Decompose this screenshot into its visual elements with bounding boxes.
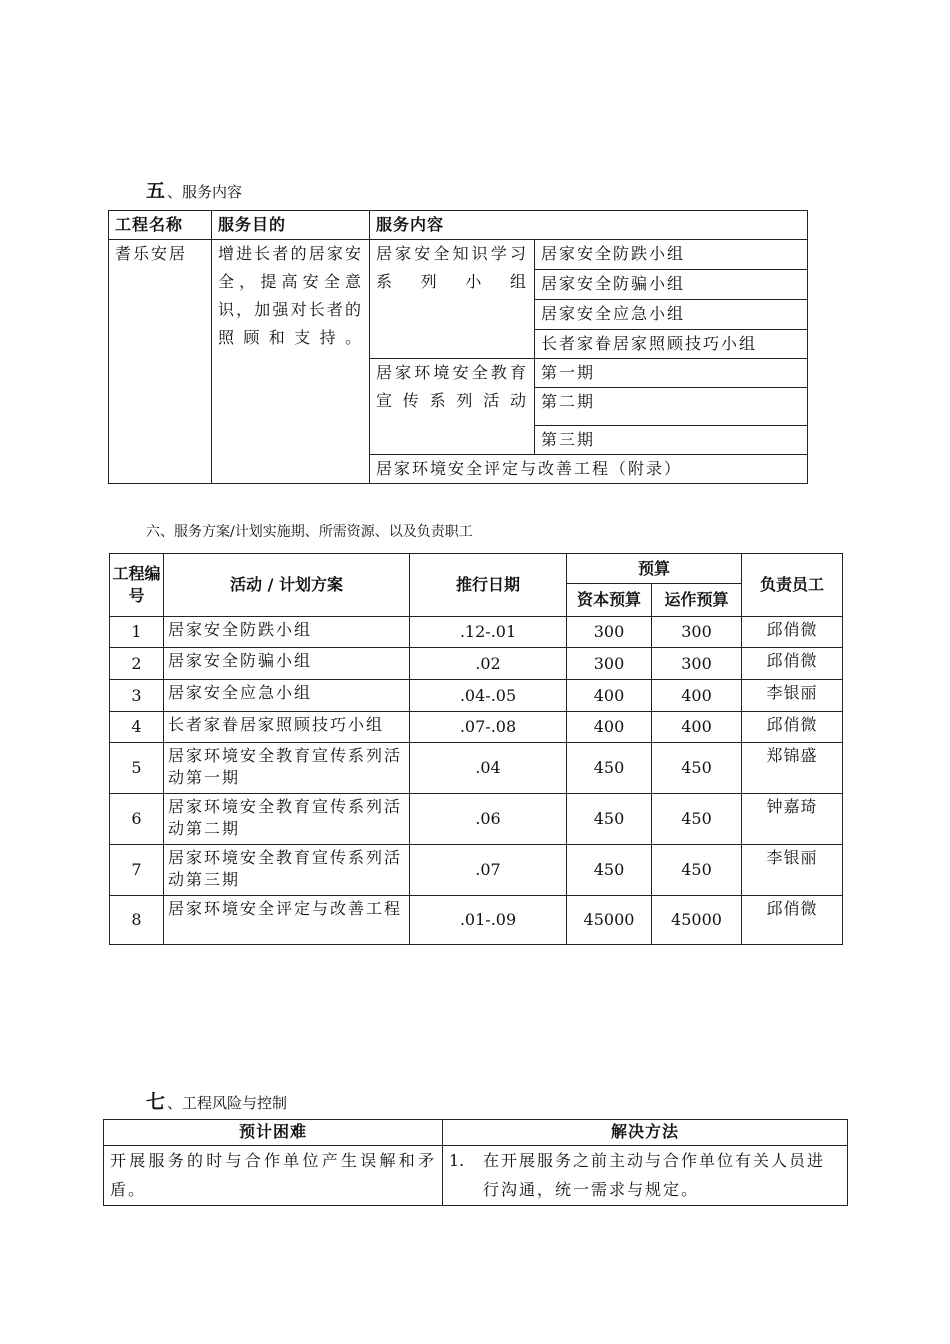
group2-name-cell: 居家环境安全教育宣传系列活动: [370, 359, 535, 455]
section5-number: 五: [146, 180, 166, 202]
row-activity: 居家安全应急小组: [164, 680, 410, 712]
row-date: .07: [410, 845, 567, 896]
service-plan-table: [109, 553, 843, 945]
row-activity: 居家环境安全评定与改善工程: [164, 896, 410, 945]
project-name-cell: 耆乐安居: [109, 240, 212, 484]
header-budget: 预算: [567, 554, 742, 584]
group1-item: 居家安全防骗小组: [535, 270, 808, 300]
row-activity: 居家环境安全教育宣传系列活动第三期: [164, 845, 410, 896]
row-no: 4: [110, 712, 164, 743]
section7-title-text: 、工程风险与控制: [167, 1094, 288, 1112]
row-operating: 300: [652, 648, 742, 680]
solution-text: 在开展服务之前主动与合作单位有关人员进行沟通，统一需求与规定。: [483, 1151, 826, 1199]
row-no: 3: [110, 680, 164, 712]
section7-title: [146, 1087, 287, 1114]
row-date: .04: [410, 743, 567, 794]
group2-item: 第三期: [535, 426, 808, 455]
group2-item: 第二期: [535, 388, 808, 426]
row-capital: 300: [567, 648, 652, 680]
row-activity: 居家环境安全教育宣传系列活动第一期: [164, 743, 410, 794]
row-staff: 邱俏微: [742, 648, 843, 680]
header-purpose: 服务目的: [212, 211, 370, 240]
row-no: 1: [110, 617, 164, 648]
header-date: 推行日期: [410, 554, 567, 617]
group3-cell: 居家环境安全评定与改善工程（附录）: [370, 455, 808, 484]
purpose-cell: 增进长者的居家安全，提高安全意识，加强对长者的照顾和支持。: [212, 240, 370, 484]
section5-title: [146, 176, 242, 203]
group1-name-cell: 居家安全知识学习系列小组: [370, 240, 535, 359]
row-staff: 邱俏微: [742, 712, 843, 743]
group2-item: 第一期: [535, 359, 808, 388]
header-service-content: 服务内容: [370, 211, 808, 240]
row-capital: 300: [567, 617, 652, 648]
row-date: .04-.05: [410, 680, 567, 712]
section7-number: 七: [146, 1091, 166, 1113]
header-capital-budget: 资本预算: [567, 584, 652, 617]
service-content-table: [108, 210, 808, 484]
header-operating-budget: 运作预算: [652, 584, 742, 617]
row-staff: 郑锦盛: [742, 743, 843, 794]
row-no: 5: [110, 743, 164, 794]
header-solution: 解决方法: [443, 1120, 848, 1146]
solution-cell: [443, 1146, 848, 1206]
row-operating: 450: [652, 845, 742, 896]
row-operating: 400: [652, 712, 742, 743]
row-date: .12-.01: [410, 617, 567, 648]
row-capital: 450: [567, 743, 652, 794]
row-operating: 300: [652, 617, 742, 648]
row-date: .01-.09: [410, 896, 567, 945]
row-operating: 450: [652, 794, 742, 845]
header-project-no: 工程编号: [110, 554, 164, 617]
row-no: 7: [110, 845, 164, 896]
row-capital: 450: [567, 794, 652, 845]
row-date: .06: [410, 794, 567, 845]
row-staff: 钟嘉琦: [742, 794, 843, 845]
row-capital: 45000: [567, 896, 652, 945]
header-project-name: 工程名称: [109, 211, 212, 240]
row-staff: 邱俏微: [742, 896, 843, 945]
difficulty-cell: 开展服务的时与合作单位产生误解和矛盾。: [104, 1146, 443, 1206]
row-no: 2: [110, 648, 164, 680]
row-date: .07-.08: [410, 712, 567, 743]
row-no: 6: [110, 794, 164, 845]
row-capital: 400: [567, 680, 652, 712]
row-staff: 邱俏微: [742, 617, 843, 648]
row-operating: 450: [652, 743, 742, 794]
row-activity: 居家安全防骗小组: [164, 648, 410, 680]
row-staff: 李银丽: [742, 680, 843, 712]
row-operating: 400: [652, 680, 742, 712]
group1-item: 居家安全防跌小组: [535, 240, 808, 270]
row-date: .02: [410, 648, 567, 680]
section5-title-text: 、服务内容: [167, 183, 243, 201]
row-capital: 400: [567, 712, 652, 743]
risk-control-table: [103, 1119, 848, 1206]
row-operating: 45000: [652, 896, 742, 945]
group1-item: 居家安全应急小组: [535, 300, 808, 330]
section6-title: 六、服务方案/计划实施期、所需资源、以及负责职工: [146, 524, 473, 540]
header-difficulty: 预计困难: [104, 1120, 443, 1146]
row-capital: 450: [567, 845, 652, 896]
header-activity: 活动 / 计划方案: [164, 554, 410, 617]
row-activity: 居家环境安全教育宣传系列活动第二期: [164, 794, 410, 845]
row-activity: 居家安全防跌小组: [164, 617, 410, 648]
row-staff: 李银丽: [742, 845, 843, 896]
row-activity: 长者家眷居家照顾技巧小组: [164, 712, 410, 743]
group1-item: 长者家眷居家照顾技巧小组: [535, 330, 808, 359]
solution-number: 1.: [449, 1151, 465, 1170]
header-staff: 负责员工: [742, 554, 843, 617]
row-no: 8: [110, 896, 164, 945]
